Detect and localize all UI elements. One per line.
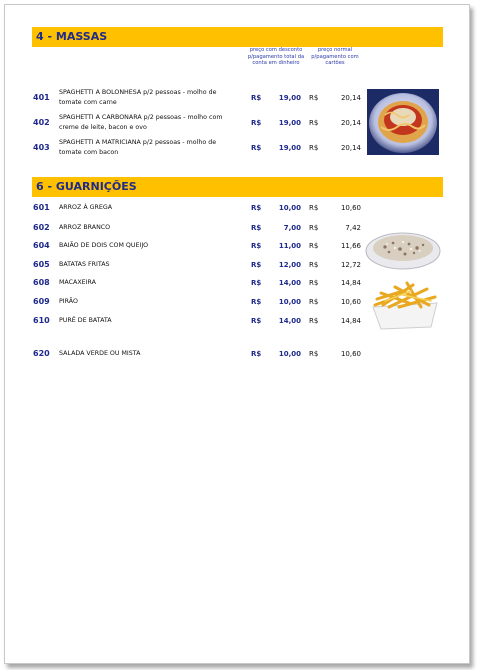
price-cash: 7,00 — [283, 224, 301, 232]
price-card: 11,66 — [340, 242, 361, 250]
currency-cash: R$ — [251, 317, 262, 325]
currency-cash: R$ — [251, 224, 262, 232]
item-description: BATATAS FRITAS — [59, 261, 110, 268]
currency-card: R$ — [309, 94, 319, 102]
price-card: 20,14 — [340, 94, 361, 102]
price-card: 10,60 — [340, 298, 361, 306]
item-description: PIRÃO — [59, 298, 78, 305]
currency-card: R$ — [309, 224, 319, 232]
currency-cash: R$ — [251, 94, 262, 102]
currency-card: R$ — [309, 144, 319, 152]
item-code: 610 — [33, 316, 50, 325]
item-description: SPAGHETTI A BOLONHESA p/2 pessoas - molho de tomate com carne — [59, 89, 217, 106]
item-code: 604 — [33, 241, 50, 250]
currency-card: R$ — [309, 119, 319, 127]
section-header-guarnicoes: 6 - GUARNIÇÕES — [32, 177, 443, 197]
rice-photo — [365, 227, 441, 271]
price-cash: 10,00 — [278, 350, 301, 358]
price-cash: 10,00 — [278, 298, 301, 306]
currency-cash: R$ — [251, 242, 262, 250]
currency-cash: R$ — [251, 204, 262, 212]
item-code: 602 — [33, 223, 50, 232]
price-cash: 19,00 — [278, 119, 301, 127]
price-card: 10,60 — [340, 204, 361, 212]
price-cash: 11,00 — [278, 242, 301, 250]
item-description: SPAGHETTI A MATRICIANA p/2 pessoas - molho de tomate com bacon — [59, 139, 217, 156]
column-header-card-price: preço normal p/pagamento com cartões — [311, 47, 359, 66]
currency-card: R$ — [309, 279, 319, 287]
price-cash: 19,00 — [278, 94, 301, 102]
spaghetti-photo — [367, 89, 439, 155]
price-cash: 19,00 — [278, 144, 301, 152]
section-header-massas: 4 - MASSAS — [32, 27, 443, 47]
item-code: 609 — [33, 297, 50, 306]
currency-cash: R$ — [251, 298, 262, 306]
item-code: 605 — [33, 260, 50, 269]
item-code: 401 — [33, 93, 50, 102]
currency-cash: R$ — [251, 279, 262, 287]
price-card: 12,72 — [340, 261, 361, 269]
price-cash: 12,00 — [278, 261, 301, 269]
currency-cash: R$ — [251, 350, 262, 358]
price-cash: 10,00 — [278, 204, 301, 212]
price-cash: 14,00 — [278, 317, 301, 325]
currency-card: R$ — [309, 242, 319, 250]
price-card: 10,60 — [340, 350, 361, 358]
price-card: 14,84 — [340, 279, 361, 287]
price-card: 14,84 — [340, 317, 361, 325]
item-description: SALADA VERDE OU MISTA — [59, 350, 141, 357]
item-description: ARROZ À GREGA — [59, 204, 113, 211]
item-description: SPAGHETTI A CARBONARA p/2 pessoas - molho com creme de leite, bacon e ovo — [59, 114, 223, 131]
currency-cash: R$ — [251, 144, 262, 152]
price-card: 20,14 — [340, 119, 361, 127]
price-card: 7,42 — [345, 224, 361, 232]
price-cash: 14,00 — [278, 279, 301, 287]
item-code: 403 — [33, 143, 50, 152]
currency-card: R$ — [309, 204, 319, 212]
currency-card: R$ — [309, 298, 319, 306]
item-description: BAIÃO DE DOIS COM QUEIJO — [59, 242, 149, 249]
item-description: PURÊ DE BATATA — [59, 317, 112, 324]
fries-photo — [369, 277, 441, 331]
menu-page — [4, 4, 470, 664]
item-description: ARROZ BRANCO — [59, 224, 111, 231]
item-code: 620 — [33, 349, 50, 358]
currency-card: R$ — [309, 261, 319, 269]
currency-cash: R$ — [251, 119, 262, 127]
currency-card: R$ — [309, 317, 319, 325]
item-description: MACAXEIRA — [59, 279, 96, 286]
currency-card: R$ — [309, 350, 319, 358]
item-code: 608 — [33, 278, 50, 287]
price-card: 20,14 — [340, 144, 361, 152]
item-code: 601 — [33, 203, 50, 212]
menu-item-row — [5, 203, 469, 217]
currency-cash: R$ — [251, 261, 262, 269]
column-header-cash-price: preço com desconto p/pagamento total da conta em dinheiro — [247, 47, 305, 66]
menu-item-row — [5, 349, 469, 363]
item-code: 402 — [33, 118, 50, 127]
